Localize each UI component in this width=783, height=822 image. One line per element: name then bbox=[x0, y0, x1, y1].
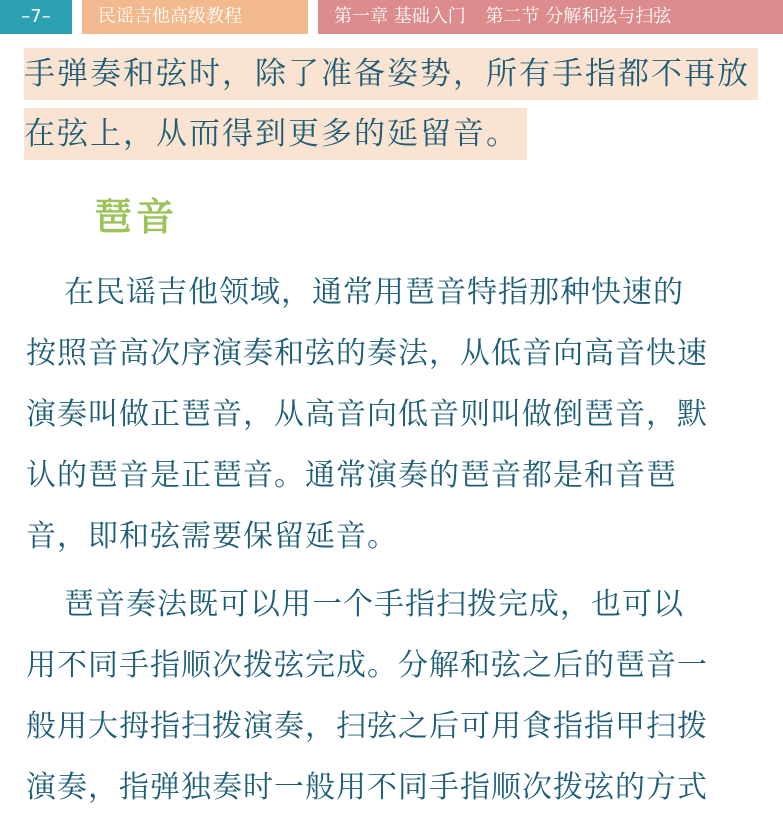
page-header bbox=[0, 0, 783, 34]
chapter-label: 第一章 基础入门 bbox=[334, 6, 466, 27]
paragraph-line: 音，即和弦需要保留延音。 bbox=[26, 519, 398, 554]
paragraph bbox=[26, 262, 756, 567]
page-number: –7– bbox=[0, 0, 72, 34]
highlight-line: 手弹奏和弦时，除了准备姿势，所有手指都不再放 bbox=[24, 48, 758, 100]
paragraph-line: 演奏，指弹独奏时一般用不同手指顺次拨弦的方式 bbox=[26, 770, 708, 805]
paragraph-line: 按照音高次序演奏和弦的奏法，从低音向高音快速 bbox=[26, 336, 708, 371]
paragraph-line: 在民谣吉他领域，通常用琶音特指那种快速的 bbox=[64, 275, 684, 310]
paragraph-line: 琶音奏法既可以用一个手指扫拨完成，也可以 bbox=[64, 587, 684, 622]
highlighted-passage bbox=[24, 48, 754, 168]
paragraph-line: 用不同手指顺次拨弦完成。分解和弦之后的琶音一 bbox=[26, 648, 708, 683]
highlight-line: 在弦上，从而得到更多的延留音。 bbox=[24, 108, 527, 160]
paragraph-line: 演奏叫做正琶音，从高音向低音则叫做倒琶音，默 bbox=[26, 397, 708, 432]
book-title: 民谣吉他高级教程 bbox=[82, 0, 308, 34]
chapter-breadcrumb bbox=[318, 0, 783, 34]
paragraph-line: 认的琶音是正琶音。通常演奏的琶音都是和音琶 bbox=[26, 458, 677, 493]
paragraph-line: 般用大拇指扫拨演奏，扫弦之后可用食指指甲扫拨 bbox=[26, 709, 708, 744]
section-label: 第二节 分解和弦与扫弦 bbox=[485, 6, 672, 27]
section-title: 琶音 bbox=[94, 195, 179, 239]
paragraph bbox=[26, 574, 756, 818]
